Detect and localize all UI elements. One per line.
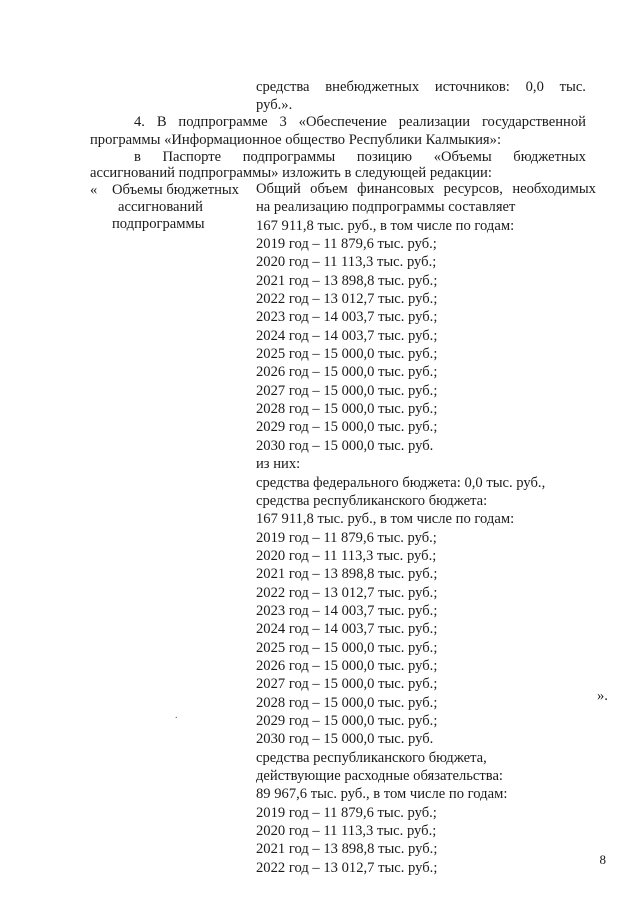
open-quote: « [90, 182, 98, 198]
funding-line: средства республиканского бюджета: [256, 492, 488, 509]
funding-line: 2019 год – 11 879,6 тыс. руб.; [256, 804, 437, 821]
word: «Обеспечение [298, 114, 387, 130]
funding-line: 2019 год – 11 879,6 тыс. руб.; [256, 236, 437, 253]
funding-line: 2027 год – 15 000,0 тыс. руб.; [256, 382, 438, 399]
funding-details [256, 180, 596, 877]
funding-line: 2020 год – 11 113,3 тыс. руб.; [256, 254, 437, 271]
word: В [156, 114, 167, 130]
item4-line-1 [134, 113, 586, 131]
funding-first-line [256, 180, 596, 198]
close-quote: ». [597, 688, 608, 704]
funding-line: 2022 год – 13 012,7 тыс. руб.; [256, 584, 438, 601]
word: объем [310, 181, 348, 197]
word: средства [256, 79, 310, 95]
funding-line: 167 911,8 тыс. руб., в том числе по годам: [256, 511, 515, 528]
funding-line: 2022 год – 13 012,7 тыс. руб.; [256, 859, 438, 876]
word: реализации [398, 114, 471, 130]
funding-line: действующие расходные обязательства: [256, 768, 503, 784]
funding-line: 2021 год – 13 898,8 тыс. руб.; [256, 841, 438, 858]
word: подпрограммы [242, 149, 336, 165]
word: 3 [279, 114, 287, 130]
funding-line: 2029 год – 15 000,0 тыс. руб.; [256, 419, 438, 436]
funding-line: 2024 год – 14 003,7 тыс. руб.; [256, 621, 438, 638]
word: позицию [356, 149, 413, 165]
word: «Объемы [433, 149, 492, 165]
word: ресурсов, [443, 181, 503, 197]
word: 0,0 [525, 79, 544, 95]
funding-line: 2021 год – 13 898,8 тыс. руб.; [256, 566, 438, 583]
page-number: 8 [599, 852, 606, 867]
left-label-line-2: ассигнований [118, 199, 203, 215]
left-label-line-3: подпрограммы [112, 216, 205, 232]
funding-line: 2025 год – 15 000,0 тыс. руб.; [256, 639, 438, 656]
word: подпрограмме [178, 114, 268, 130]
funding-line: 2028 год – 15 000,0 тыс. руб.; [256, 401, 438, 418]
funding-line: 89 967,6 тыс. руб., в том числе по годам: [256, 786, 508, 803]
item4-line-2: программы «Информационное общество Республики Калмыкия»: [90, 132, 501, 148]
word: внебюджетных [325, 79, 420, 95]
word: Общий [256, 181, 301, 197]
funding-line: 167 911,8 тыс. руб., в том числе по годам: [256, 217, 515, 234]
stray-dot: . [175, 710, 178, 721]
intro-line-2: руб.». [256, 97, 293, 113]
funding-line: из них: [256, 456, 301, 473]
funding-line: 2020 год – 11 113,3 тыс. руб.; [256, 823, 437, 840]
word: необходимых [512, 181, 596, 197]
funding-line: 2023 год – 14 003,7 тыс. руб.; [256, 309, 438, 326]
funding-line: 2024 год – 14 003,7 тыс. руб.; [256, 327, 438, 344]
funding-line: на реализацию подпрограммы составляет [256, 199, 516, 216]
funding-line: 2030 год – 15 000,0 тыс. руб. [256, 437, 434, 454]
funding-line: 2021 год – 13 898,8 тыс. руб.; [256, 272, 438, 289]
word: Паспорте [162, 149, 222, 165]
funding-line: средства республиканского бюджета, [256, 749, 487, 766]
funding-line: 2030 год – 15 000,0 тыс. руб. [256, 731, 434, 748]
funding-line: 2027 год – 15 000,0 тыс. руб.; [256, 676, 438, 693]
funding-line: 2026 год – 15 000,0 тыс. руб.; [256, 364, 438, 381]
word: государственной [481, 114, 586, 130]
word: источников: [434, 79, 510, 95]
word: тыс. [559, 79, 586, 95]
left-label-line-1: Объемы бюджетных [112, 182, 239, 198]
funding-line: 2029 год – 15 000,0 тыс. руб.; [256, 712, 438, 729]
item-number: 4. [134, 114, 145, 130]
funding-line: 2023 год – 14 003,7 тыс. руб.; [256, 602, 438, 619]
funding-line: 2028 год – 15 000,0 тыс. руб.; [256, 694, 438, 711]
word: в [134, 149, 141, 165]
funding-line: 2019 год – 11 879,6 тыс. руб.; [256, 529, 437, 546]
funding-line: средства федерального бюджета: 0,0 тыс. руб., [256, 474, 546, 491]
word: финансовых [357, 181, 435, 197]
word: бюджетных [513, 149, 586, 165]
funding-line: 2026 год – 15 000,0 тыс. руб.; [256, 657, 438, 674]
funding-line: 2020 год – 11 113,3 тыс. руб.; [256, 547, 437, 564]
funding-line: 2022 год – 13 012,7 тыс. руб.; [256, 291, 438, 308]
funding-lines [256, 198, 596, 877]
passport-line-2: ассигнований подпрограммы» изложить в следующей редакции: [90, 165, 492, 181]
funding-line: 2025 год – 15 000,0 тыс. руб.; [256, 346, 438, 363]
intro-line-1 [256, 78, 586, 96]
